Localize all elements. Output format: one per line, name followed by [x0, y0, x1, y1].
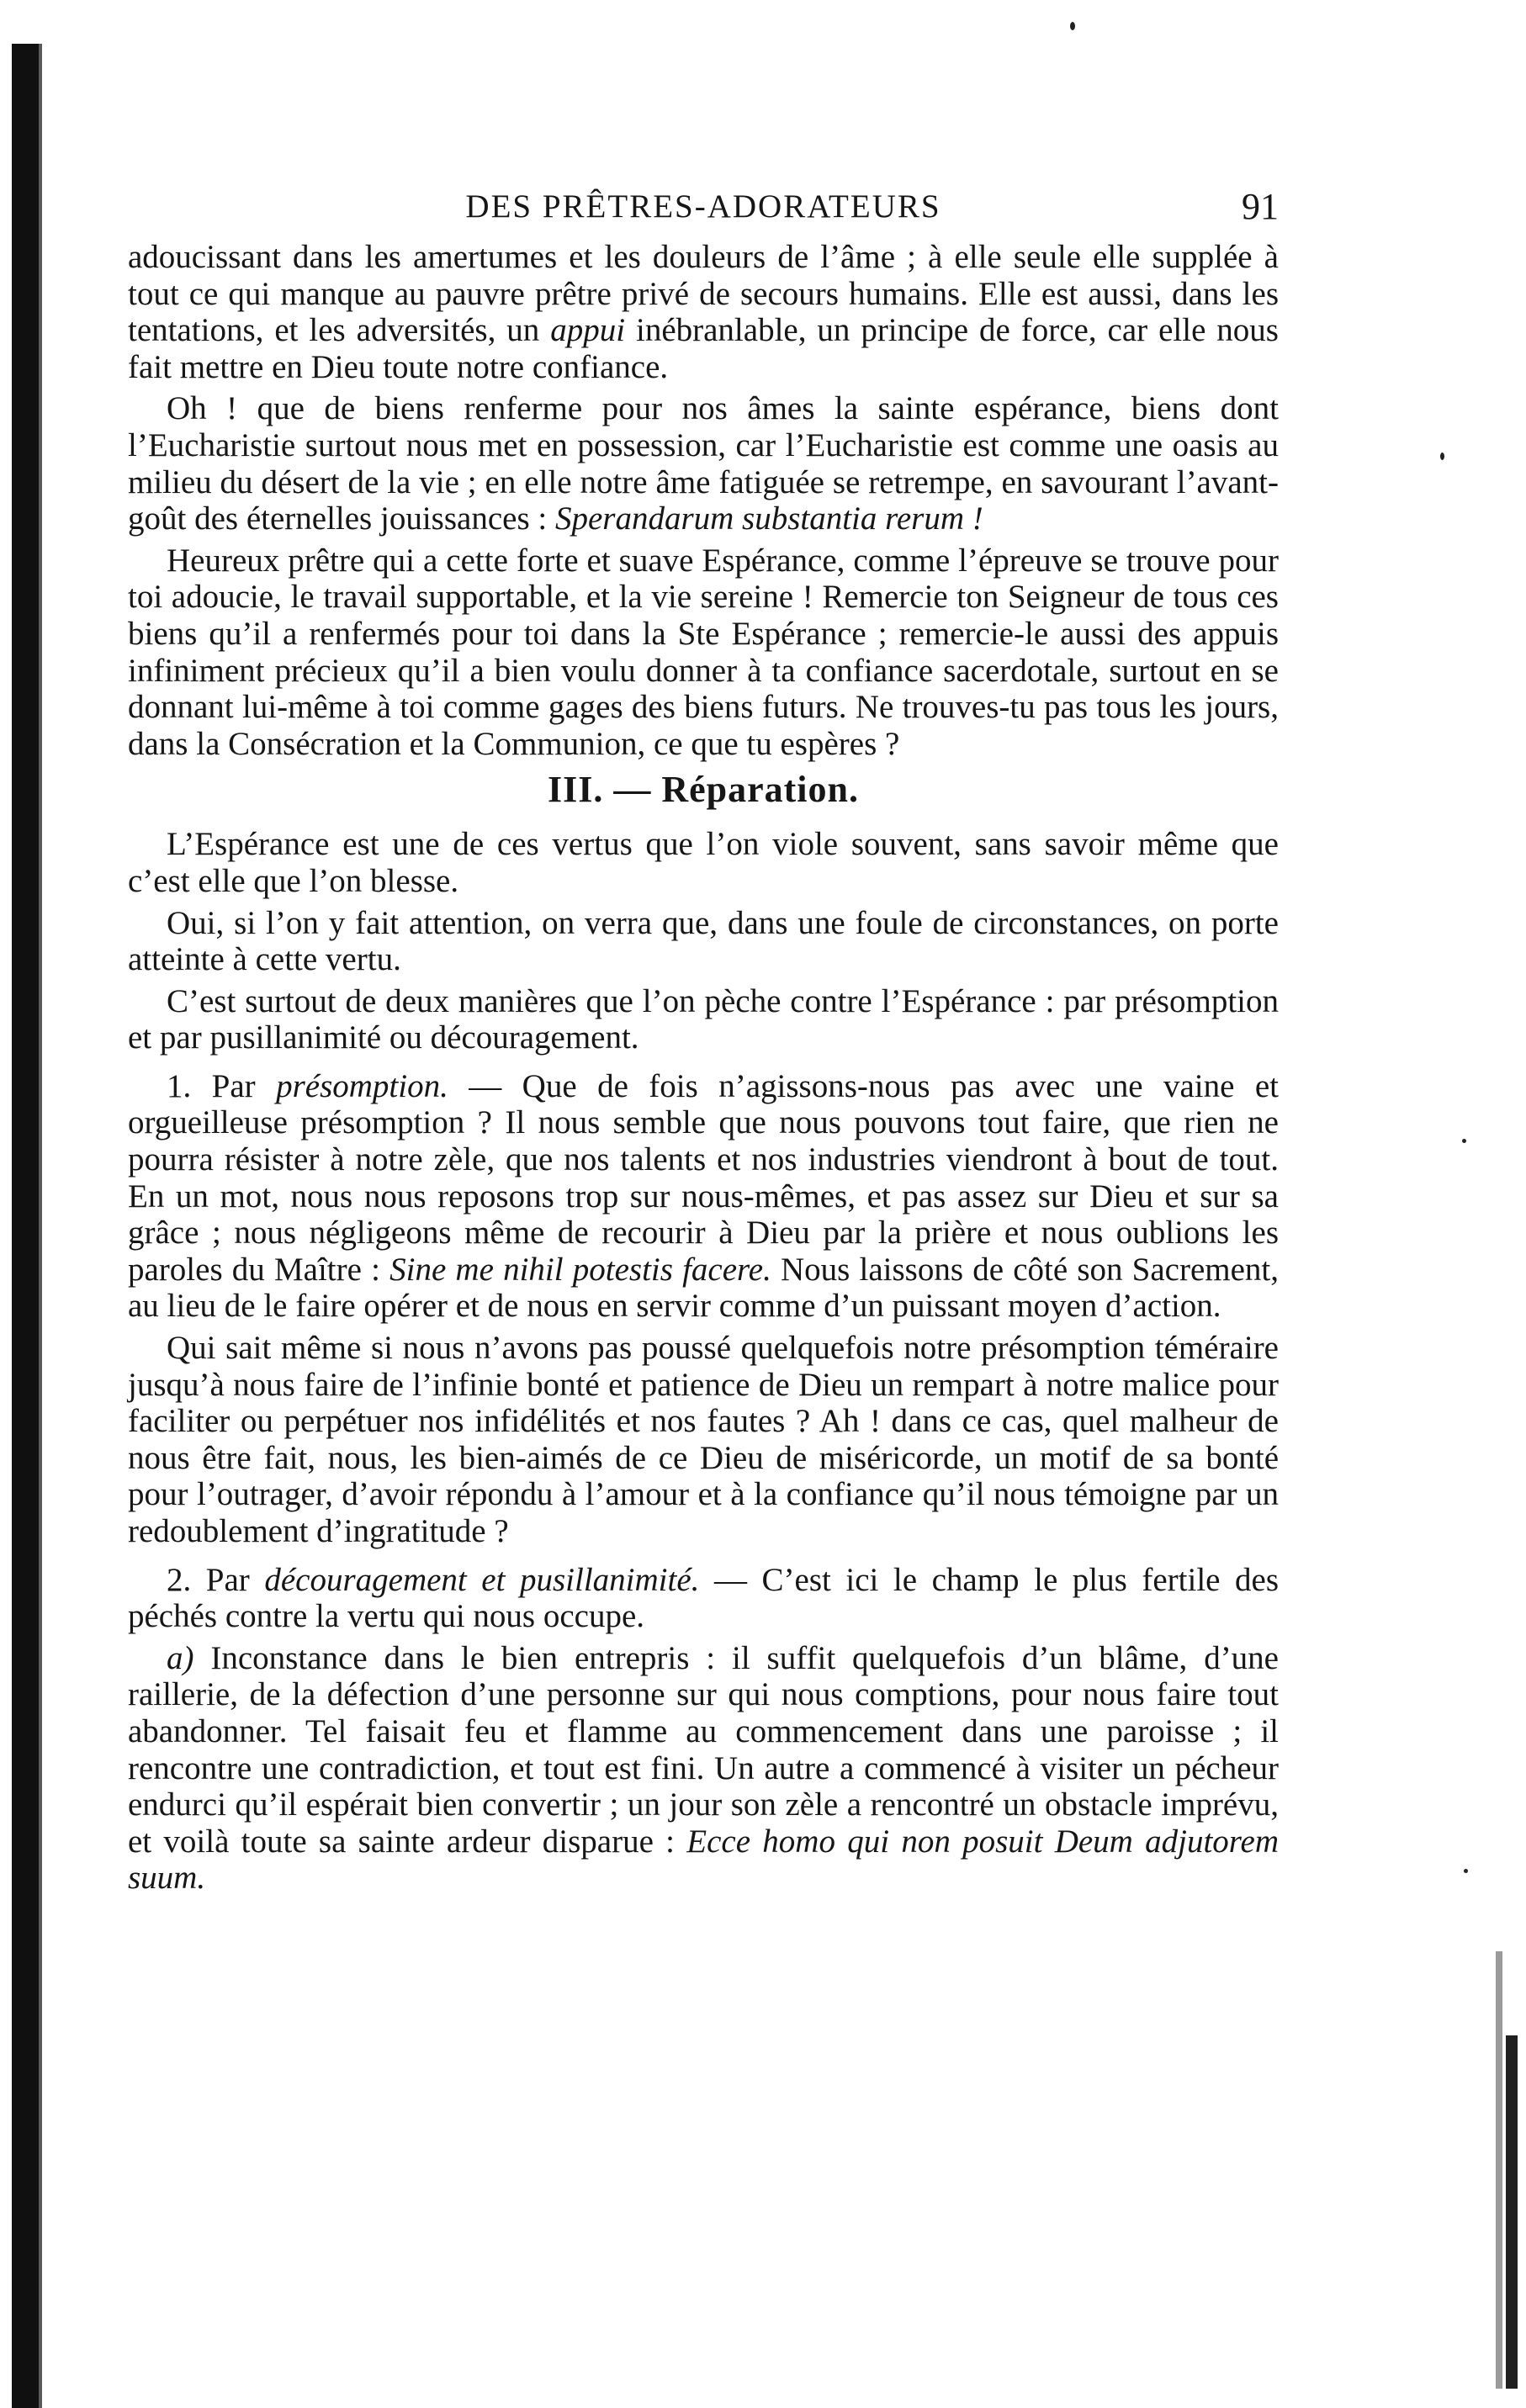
scan-speck: [1464, 1869, 1468, 1873]
paragraph: [128, 1562, 1279, 1635]
text-run: 2. Par: [167, 1561, 265, 1598]
paragraph: [128, 1640, 1279, 1897]
running-head: DES PRÊTRES-ADORATEURS: [465, 188, 941, 225]
paragraph: [128, 1068, 1279, 1325]
paragraph: [128, 239, 1279, 385]
italic-run: Sperandarum substantia rerum !: [554, 500, 983, 537]
text-run: Inconstance dans le bien entrepris : il suffit quelquefois d’un blâme, d’une raillerie, de la défection d’une personne sur qui nous comptions, pour nous faire tout abandonner. Tel faisait feu et flamme au commencement dans une paroisse ; il rencontre une contradiction, et tout est fini. Un autre a commencé à visiter un pécheur endurci qu’il espérait bien convertir ; un jour son zèle a rencontré un obstacle imprévu, et voilà toute sa sainte ardeur disparue :: [128, 1639, 1279, 1860]
italic-run: Sine me nihil potestis facere.: [389, 1251, 771, 1288]
italic-run: appui: [550, 312, 626, 349]
page-header: [128, 183, 1279, 230]
italic-run: a): [167, 1639, 194, 1676]
text-run: Nous laissons de côté son Sacrement, au lieu de le faire opérer et de nous en servir comme d’un puissant moyen d’action.: [128, 1251, 1280, 1325]
scan-binding-shadow: [12, 44, 39, 2408]
scan-right-edge: [1506, 2035, 1518, 2389]
text-run: L’Espérance est une de ces vertus que l’on viole souvent, sans savoir même que c’est elle que l’on blesse.: [128, 826, 1279, 899]
scan-speck: [1070, 22, 1075, 30]
italic-run: découragement et pusillanimité.: [264, 1561, 700, 1598]
paragraph: [128, 983, 1279, 1056]
paragraph: [128, 905, 1279, 978]
text-run: — C’est ici le champ le plus fertile des péchés contre la vertu qui nous occupe.: [128, 1561, 1279, 1635]
scan-binding-edge: [39, 44, 42, 2408]
text-run: Oh ! que de biens renferme pour nos âmes la sainte espérance, biens dont l’Eucharistie surtout nous met en possession, car l’Eucharistie est comme une oasis au milieu du désert de la vie ; en elle notre âme fatiguée se retrempe, en savourant l’avant-goût des éternelles jouissances :: [128, 390, 1279, 537]
paragraph: [128, 542, 1279, 763]
paragraph: [128, 1330, 1279, 1550]
text-run: Heureux prêtre qui a cette forte et suave Espérance, comme l’épreuve se trouve pour toi adoucie, le travail supportable, et la vie sereine ! Remercie ton Seigneur de tous ces biens qu’il a renfermés pour toi dans la Ste Espérance ; remercie-le aussi des appuis infiniment précieux qu’il a bien voulu donner à ta confiance sacerdotale, surtout en se donnant lui-même à toi comme gages des biens futurs. Ne trouves-tu pas tous les jours, dans la Consécration et la Communion, ce que tu espères ?: [128, 542, 1279, 762]
text-run: Qui sait même si nous n’avons pas poussé quelquefois notre présomption téméraire jusqu’à nous faire de l’infinie bonté et patience de Dieu un rempart à notre malice pour faciliter ou perpétuer nos infidélités et nos fautes ? Ah ! dans ce cas, quel malheur de nous être fait, nous, les bien-aimés de ce Dieu de miséricorde, un motif de sa bonté pour l’outrager, d’avoir répondu à l’amour et à la confiance qu’il nous témoigne par un redoublement d’ingratitude ?: [128, 1330, 1279, 1549]
text-run: — Que de fois n’agissons-nous pas avec une vaine et orgueilleuse présomption ? Il nous semble que nous pouvons tout faire, que rien ne pourra résister à notre zèle, que nos talents et nos industries viendront à bout de tout. En un mot, nous nous reposons trop sur nous-mêmes, et pas assez sur Dieu et sur sa grâce ; nous négligeons même de recourir à Dieu par la prière et nous oublions les paroles du Maître :: [128, 1067, 1279, 1288]
page-number: 91: [1242, 186, 1279, 227]
paragraph: [128, 826, 1279, 899]
section-heading: III. — Réparation.: [547, 769, 860, 811]
text-run: Oui, si l’on y fait attention, on verra que, dans une foule de circonstances, on porte atteinte à cette vertu.: [128, 904, 1279, 978]
text-run: inébranlable, un principe de force, car elle nous fait mettre en Dieu toute notre confiance.: [128, 312, 1279, 385]
body-text: [128, 239, 1279, 1902]
paragraph: [128, 390, 1279, 537]
scan-speck: [1440, 452, 1444, 460]
text-run: C’est surtout de deux manières que l’on pèche contre l’Espérance : par présomption et par pusillanimité ou découragement.: [128, 982, 1279, 1056]
text-run: adoucissant dans les amertumes et les douleurs de l’âme ; à elle seule elle supplée à tout ce qui manque au pauvre prêtre privé de secours humains. Elle est aussi, dans les tentations, et les adversités, un: [128, 239, 1279, 349]
text-run: 1. Par: [167, 1067, 277, 1104]
italic-run: Ecce homo qui non posuit Deum adjutorem suum.: [128, 1823, 1279, 1897]
italic-run: présomption.: [276, 1067, 448, 1104]
scan-speck: [1462, 1139, 1466, 1143]
scan-right-shadow: [1496, 1951, 1502, 2389]
